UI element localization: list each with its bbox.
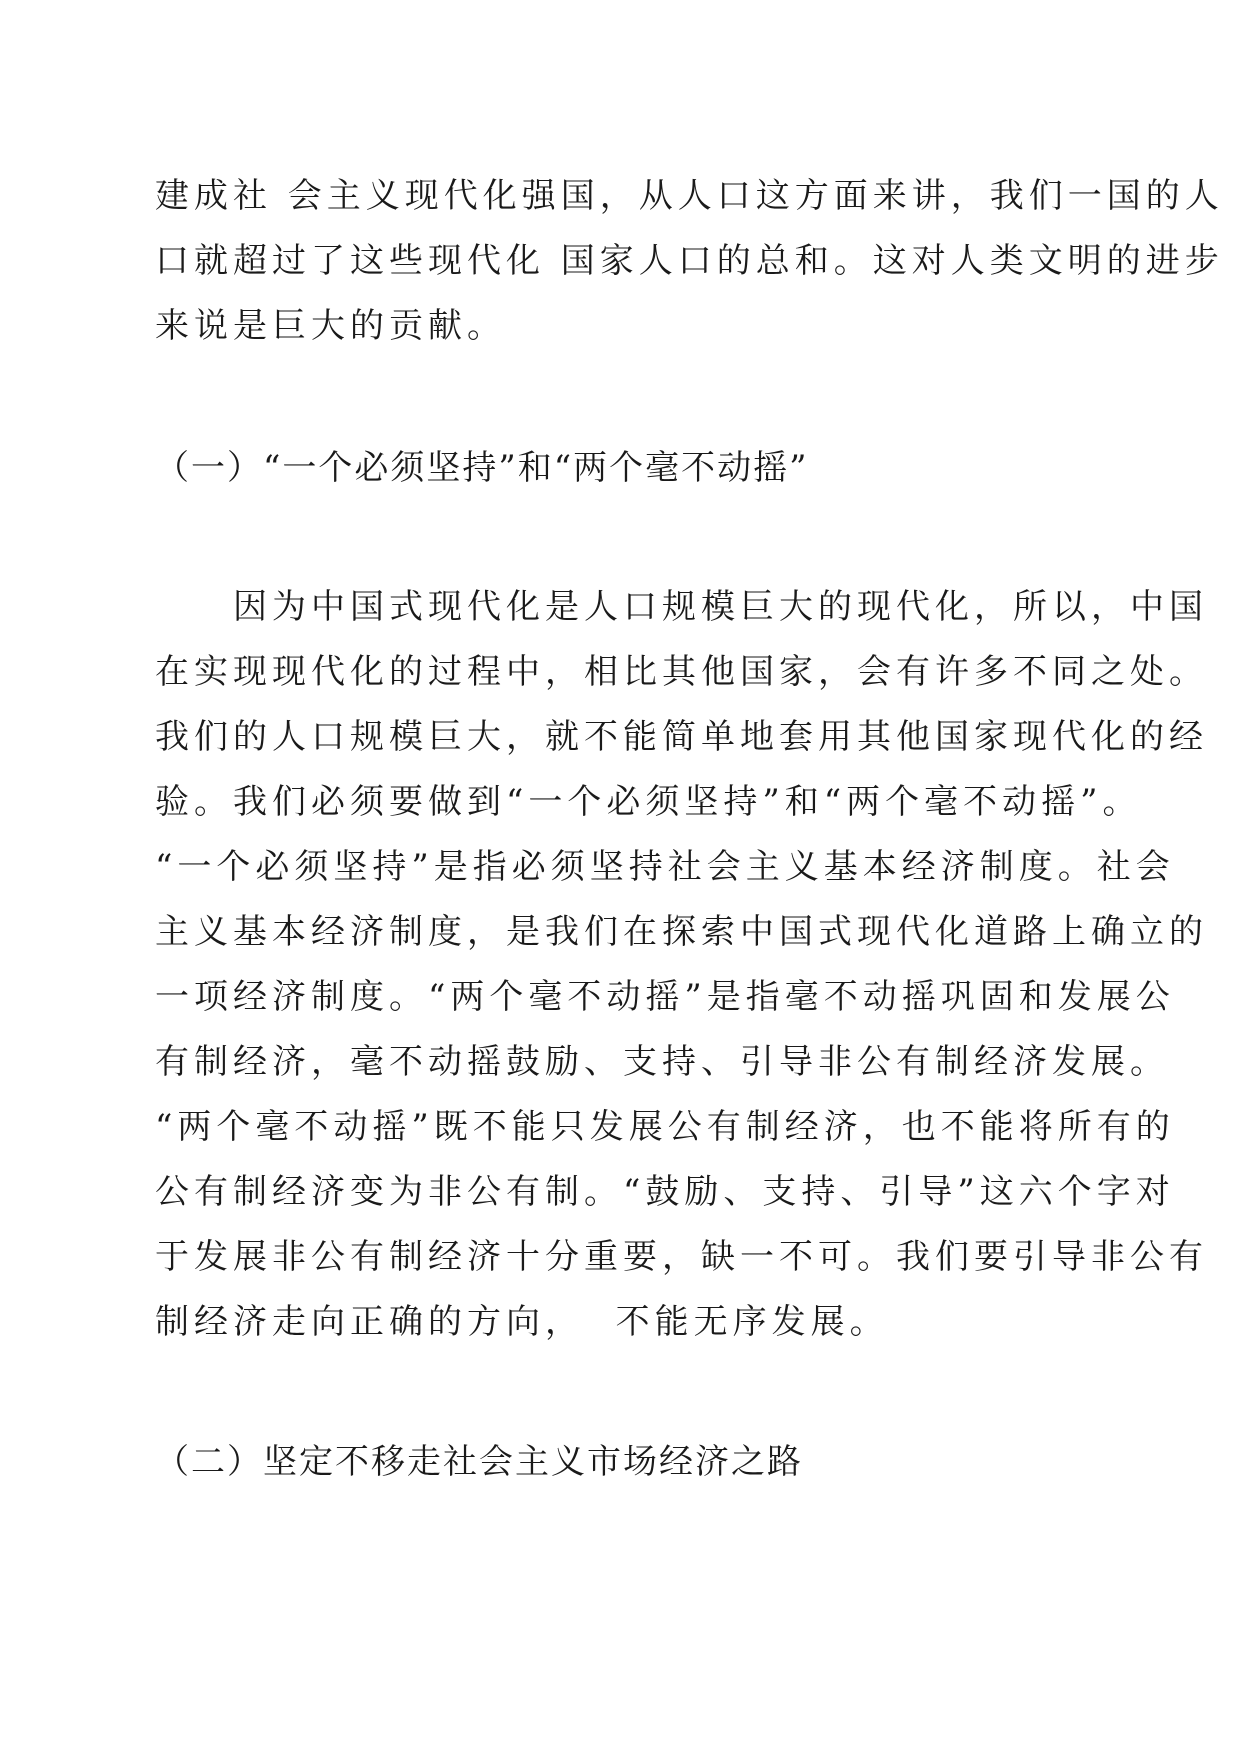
paragraph-2-line-7: 一项经济制度。“两个毫不动摇”是指毫不动摇巩固和发展公 xyxy=(155,977,1175,1017)
section-heading-2: （二）坚定不移走社会主义市场经济之路 xyxy=(155,1442,803,1482)
paragraph-2-line-1: 因为中国式现代化是人口规模巨大的现代化，所以，中国 xyxy=(155,587,1208,627)
paragraph-2-line-12: 制经济走向正确的方向， 不能无序发展。 xyxy=(155,1302,889,1342)
paragraph-2-line-3: 我们的人口规模巨大，就不能简单地套用其他国家现代化的经 xyxy=(155,717,1208,757)
paragraph-2-line-5: “一个必须坚持”是指必须坚持社会主义基本经济制度。社会 xyxy=(155,847,1175,887)
paragraph-2-line-6: 主义基本经济制度，是我们在探索中国式现代化道路上确立的 xyxy=(155,912,1208,952)
paragraph-2-line-8: 有制经济，毫不动摇鼓励、支持、引导非公有制经济发展。 xyxy=(155,1042,1169,1082)
paragraph-2-line-2: 在实现现代化的过程中，相比其他国家，会有许多不同之处。 xyxy=(155,652,1208,692)
paragraph-2-line-4: 验。我们必须要做到“一个必须坚持”和“两个毫不动摇”。 xyxy=(155,782,1142,822)
section-heading-1: （一）“一个必须坚持”和“两个毫不动摇” xyxy=(155,448,809,488)
paragraph-2-line-9: “两个毫不动摇”既不能只发展公有制经济，也不能将所有的 xyxy=(155,1107,1175,1147)
paragraph-1-line-2: 口就超过了这些现代化 国家人口的总和。这对人类文明的进步 xyxy=(155,241,1224,281)
paragraph-2-line-11: 于发展非公有制经济十分重要，缺一不可。我们要引导非公有 xyxy=(155,1237,1208,1277)
paragraph-1-line-3: 来说是巨大的贡献。 xyxy=(155,306,506,346)
paragraph-2-line-10: 公有制经济变为非公有制。“鼓励、支持、引导”这六个字对 xyxy=(155,1172,1175,1212)
paragraph-1-line-1: 建成社 会主义现代化强国，从人口这方面来讲，我们一国的人 xyxy=(155,176,1224,216)
